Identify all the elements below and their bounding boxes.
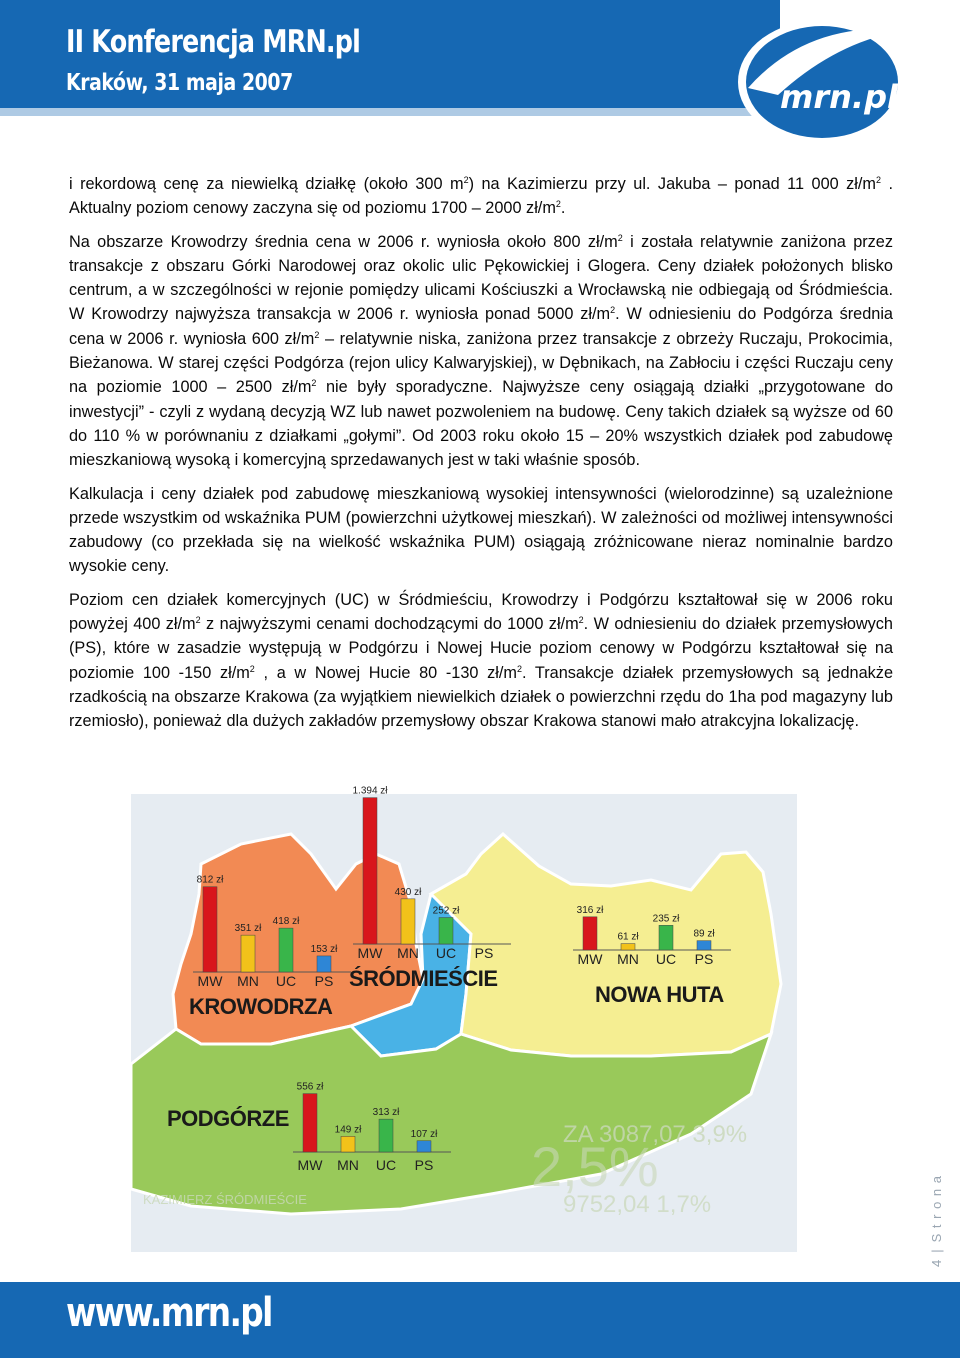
category-label: MW (297, 1157, 323, 1173)
paragraph-2: Na obszarze Krowodrzy średnia cena w 2006 r. wyniosła około 800 $zł/m^2$ i została relatywnie zaniżona przez transakcje z obszaru Górki Narodowej oraz okolic ulic Pękowickiej i Glogera. Ceny działek położonych blisko centrum, a w szczególności w rejonie pomiędzy ulicami Kościuszki a Wrocławską nie odbiegają od Śródmieścia. W Krowodrzy najwyższa transakcja w 2006 r. wyniosła ponad 5000 $zł/m^2$. W odniesieniu do Podgórza średnia cena w 2006 r. wyniosła 600 $zł/m^2$ – relatywnie niska, zaniżona przez transakcje z obrzeży Ruczaju, Prokocimia, Bieżanowa. W starej części Podgórza (rejon ulicy Kalwaryjskiej), w Dębnikach, na Zabłociu i części Ruczaju ceny na poziomie 1000 – 2500 $zł/m^2$ nie były sporadyczne. Najwyższe ceny osiągają działki „przygotowane do inwestycji” - czyli z wydaną decyzją WZ lub nawet pozwoleniem na budowę. Ceny takich działek są wyższe od 60 do 110 % w porównaniu z działkami „gołymi”. Od 2003 roku około 15 – 20% wszystkich działek pod zabudowę mieszkaniową wysoką i komercyjną sprzedawanych jest w taki właśnie sposób. (69, 232, 894, 470)
category-label: MN (617, 951, 639, 967)
bar-value-label: 61 zł (617, 931, 639, 943)
page-footer (0, 1282, 960, 1358)
bar-value-label: 252 zł (432, 905, 460, 917)
category-label: MN (397, 945, 419, 961)
watermark-text-1: ZA 3087,07 3,9% (563, 1121, 748, 1148)
bar-value-label: 149 zł (334, 1124, 362, 1136)
bar-mn (401, 899, 415, 944)
bar-ps (317, 956, 331, 972)
category-label: UC (435, 945, 457, 961)
bar-mw (303, 1094, 317, 1152)
logo-text: mrn.pl (780, 78, 898, 116)
mrn-logo (718, 0, 918, 150)
bar-uc (379, 1119, 393, 1152)
bar-value-label: 556 zł (296, 1081, 324, 1093)
page-header (0, 0, 960, 150)
category-label: MW (197, 973, 223, 989)
bar-mw (363, 798, 377, 944)
category-label: MN (237, 973, 259, 989)
bar-value-label: 153 zł (310, 943, 338, 955)
bar-ps (697, 941, 711, 950)
watermark-text-2: 2,5% (531, 1135, 659, 1198)
bar-value-label: 351 zł (234, 923, 262, 935)
page-number (921, 1175, 951, 1275)
category-label: PS (314, 973, 334, 989)
bar-mw (583, 917, 597, 950)
district-name: PODGÓRZE (167, 1106, 289, 1131)
category-label: MN (337, 1157, 359, 1173)
bar-value-label: 430 zł (394, 886, 422, 898)
district-name: ŚRÓDMIEŚCIE (349, 966, 498, 991)
bar-value-label: 1.394 zł (352, 785, 388, 797)
krakow-price-map (131, 785, 797, 1252)
district-name: KROWODRZA (189, 994, 333, 1019)
bar-value-label: 89 zł (693, 928, 715, 940)
category-label: UC (375, 1157, 397, 1173)
bar-mw (203, 887, 217, 972)
bar-value-label: 812 zł (196, 874, 224, 886)
bar-ps (417, 1141, 431, 1152)
category-label: MW (577, 951, 603, 967)
conference-date: Kraków, 31 maja 2007 (66, 70, 293, 96)
paragraph-4: Poziom cen działek komercyjnych (UC) w Śródmieściu, Krowodrzy i Podgórzu kształtował się w 2006 roku powyżej 400 $zł/m^2$ z najwyższymi cenami dochodzącymi do 1000 $zł/m^2$. W odniesieniu do działek przemysłowych (PS), które w zasadzie występują w Podgórzu i Nowej Hucie poziom cenowy w Podgórzu kształtował się na poziomie 100 -150 $zł/m^2$ , a w Nowej Hucie 80 -130 $zł/m^2$. Transakcje działek przemysłowych są jednakże rzadkością na obszarze Krakowa (za wyjątkiem niewielkich działek o powierzchni rzędu do 1ha pod magazyny lub rzemiosło), ponieważ dla dużych zakładów przemysłowy obszar Krakowa stanowi mało atrakcyjna lokalizację. (69, 590, 893, 731)
watermark-text-4: KAZIMIERZ ŚRÓDMIEŚCIE (143, 1192, 307, 1207)
footer-url: www.mrn.pl (66, 1290, 272, 1336)
bar-mn (621, 944, 635, 950)
category-label: UC (275, 973, 297, 989)
header-band-shadow (0, 108, 760, 116)
page-label: 4|S t r o n a (929, 1175, 944, 1267)
category-label: PS (694, 951, 714, 967)
bar-value-label: 313 zł (372, 1107, 400, 1119)
bar-value-label: 316 zł (576, 904, 604, 916)
category-label: MW (357, 945, 383, 961)
category-label: PS (414, 1157, 434, 1173)
conference-title: II Konferencja MRN.pl (66, 24, 361, 60)
bar-uc (279, 928, 293, 972)
bar-value-label: 107 zł (410, 1128, 438, 1140)
district-name: NOWA HUTA (595, 982, 724, 1007)
category-label: PS (474, 945, 494, 961)
paragraph-1: i rekordową cenę za niewielką działkę (około 300 $m^2$) na Kazimierzu przy ul. Jakuba – ponad 11 000 $zł/m^2$ . Aktualny poziom cenowy zaczyna się od poziomu 1700 – 2000 $zł/m^2$. (69, 175, 893, 218)
watermark-text-3: 9752,04 1,7% (563, 1191, 712, 1218)
bar-uc (439, 918, 453, 944)
bar-mn (241, 935, 255, 972)
bar-mn (341, 1136, 355, 1152)
paragraph-3: Kalkulacja i ceny działek pod zabudowę mieszkaniową wysokiej intensywności (wielorodzinne) są uzależnione przede wszystkim od wskaźnika PUM (powierzchni użytkowej mieszkań). W zależności od możliwej intensywności zabudowy (co przekłada się na wielkość wskaźnika PUM) osiągają zróżnicowane nieraz nominalnie bardzo wysokie ceny. (69, 484, 893, 576)
bar-uc (659, 925, 673, 950)
bar-value-label: 418 zł (272, 916, 300, 928)
article-body (69, 172, 893, 743)
category-label: UC (655, 951, 677, 967)
bar-value-label: 235 zł (652, 913, 680, 925)
